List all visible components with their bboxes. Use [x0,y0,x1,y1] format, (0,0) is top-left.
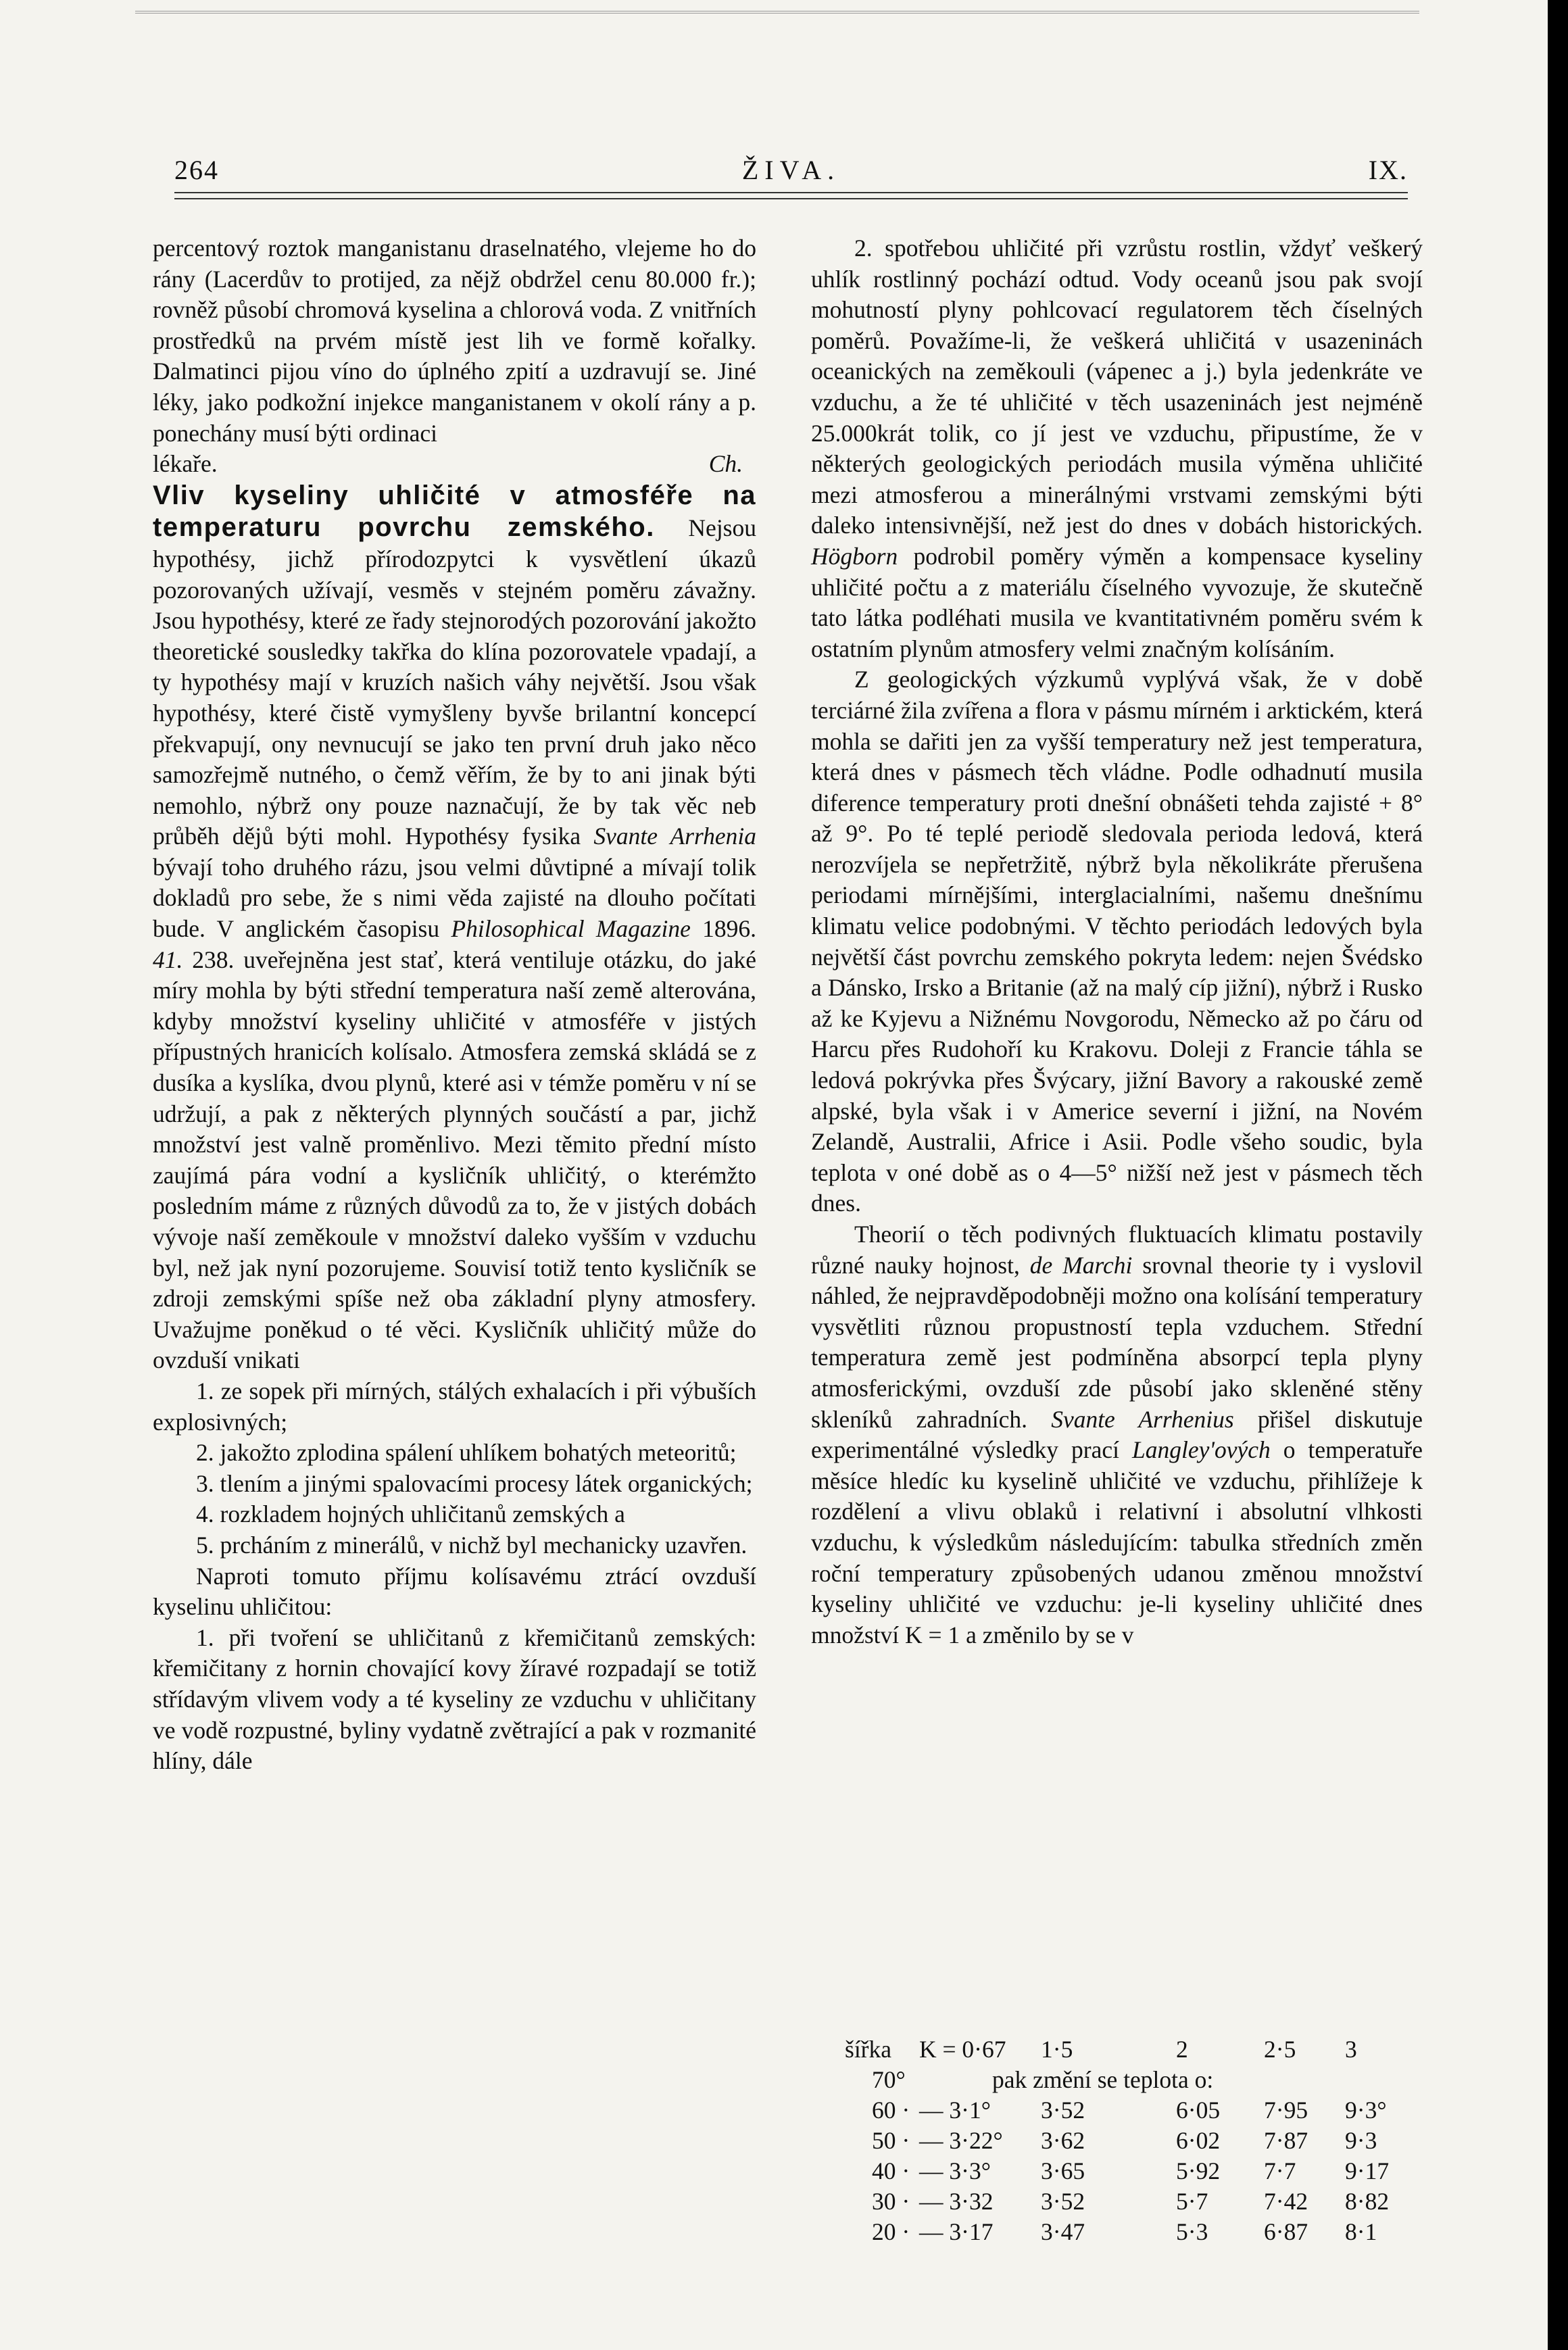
list-item: 5. prcháním z minerálů, v nichž byl mechanicky uzavřen. [196,1531,748,1559]
table-cell: 5·3 [1176,2218,1208,2245]
theory-paragraph: Theorií o těch podivných fluktuacích klimatu postavily různé nauky hojnost, de Marchi srovnal theorie ty i vyslovil náhled, že nejpravděpodobněji možno ona kolísání temperatury vysvětliti různou propustností tepla vzduchem. Střední temperatura země jest podmíněna absorpcí tepla plyny atmosferickými, ovzduší zde působí jako skleněné stěny skleníků zahradních. Svante Arrhenius přišel diskutuje experimentálné výsledky prací Langley'ových o temperatuře měsíce hledíc ku kyselině uhličité ve vzduchu, přihlížeje k rozdělení a vlivu oblaků i relativní i absolutní vlhkosti vzduchu, k výsledkům následujícím: tabulka středních změn roční temperatury způsobených udanou změnou množství kyseliny uhličité ve vzduchu: je-li kyseliny uhličité dnes množství K = 1 a změnilo by se v [811,1221,1423,1648]
table-header-row [845,2034,1419,2065]
top-rule [135,11,1419,14]
sources-list [153,1376,756,1561]
table-cell: — 3·32 [919,2188,994,2215]
loss-item-1: 1. při tvoření se uhličitanů z křemičitanů zemských: křemičitany z hornin chovající kovy žíravé rozpadají se totiž střídavým vlivem vody a té kyseliny ze vzduchu v uhličitany ve vodě rozpustné, byliny vydatně zvětrající a pak v rozmanité hlíny, dále [153,1623,756,1775]
table-cell: 9·3 [1345,2127,1377,2154]
table-cell: K = 0·67 [919,2036,1006,2063]
journal-title: ŽIVA. [741,155,841,185]
table-cell: šířka [845,2036,892,2063]
author-reference: Langley'ových [1131,1436,1271,1464]
geology-paragraph: Z geologických výzkumů vyplývá však, že v době terciárné žila zvířena a flora v pásmu mírném i arktickém, která mohla se dařiti jen za vyšší temperatury než jest temperatura, která dnes v pásmech těch vládne. Podle odhadnutí musila diference temperatury proti dnešní obnášeti tehda zajisté + 8° až 9°. Po té teplé periodě sledovala perioda ledová, která nerozvíjela se nepřetržitě, nýbrž byla několikráte přerušena periodami mírnějšími, interglacialními, našemu dnešnímu klimatu velice podobnými. V těchto periodách ledových byla největší část povrchu zemského pokryta ledem: nejen Švédsko a Dánsko, Irsko a Britanie (až na malý cíp jižní), nýbrž i Rusko až ke Kyjevu a Nižnému Novgorodu, Německo až po čáru od Harcu přes Rudohoří ku Krakovu. Doleji z Francie táhla se ledová pokrývka přes Švýcary, jižní Bavory a rakouské země alpské, byla však i v Americe severní i jižní, na Novém Zelandě, Australii, Africe i Asii. Podle všeho soudic, byla teplota v oné době as o 4—5° nižší než jest v pásmech těch dnes. [811,666,1423,1217]
running-header [174,154,1408,192]
table-cell: — 3·17 [919,2218,994,2245]
table-cell: 8·1 [1345,2218,1377,2245]
list-item: 2. jakožto zplodina spálení uhlíkem bohatých meteoritů; [196,1439,737,1467]
author-reference: Svante Arrhenius [1051,1405,1234,1433]
table-cell: 3·65 [1041,2157,1085,2184]
table-cell: 30 · [872,2188,910,2215]
table-cell: 8·82 [1345,2188,1390,2215]
table-cell: 3·47 [1041,2218,1085,2245]
article-opening: Vliv kyseliny uhličité v atmosféře na temperaturu povrchu zemského. Nejsou hypothésy, jichž přírodozpytci k vysvětlení úkazů pozorovaných užívají, vesměs v stejném poměru závažny. Jsou hypothésy, které ze řady stejnorodých pozorování jakožto theoretické sousledky takřka do klína pozorovatele vpadají, a ty hypothésy mají v kruzích našich váhy největší. Jsou však hypothésy, které čistě vymyšleny byvše brilantní koncepcí překvapují, ony nevnucují se jako ten první druh jako něco samozřejmě nutného, o čemž věřím, že by to ani jinak býti nemohlo, nýbrž ony pouze naznačují, že by tak věc neb průběh dějů býti mohl. Hypothésy fysika Svante Arrhenia bývají toho druhého rázu, jsou velmi důvtipné a mívají tolik dokladů pro sebe, že s nimi věda zajisté na dlouho počítati bude. V anglickém časopisu Philosophical Magazine 1896. 41. 238. uveřejněna jest stať, která ventiluje otázku, do jaké míry mohla by býti střední temperatura naší země alterována, kdyby množství kyseliny uhličité v atmosféře v jistých přípustných hranicích kolísalo. Atmosfera zemská skládá se z dusíka a kyslíka, dvou plynů, které asi v témže poměru v ní se udržují, a pak z některých plynných součástí a par, jichž množství jest valně proměnlivo. Mezi těmito přední místo zaujímá pára vodní a kysličník uhličitý, o kterémžto posledním máme z různých důvodů za to, že v jistých dobách vývoje naší zeměkoule v množství daleko vyšším v vzduchu byl, než jak nyní pozorujeme. Souvisí totiž tento kysličník se zdroji zemskými spíše než oba základní plyny atmosfery. Uvažujme poněkud o té věci. Kysličník uhličitý může do ovzduší vnikati [153,480,757,1374]
author-reference: de Marchi [1029,1251,1133,1279]
table-row [845,2095,1419,2126]
left-column [153,233,756,1777]
header-rule [174,192,1408,199]
table-cell: 1·5 [1041,2036,1073,2063]
volume-number: IX. [1368,155,1408,185]
table-cell: 3·62 [1041,2127,1085,2154]
loss-item-2: 2. spotřebou uhličité při vzrůstu rostlin, vždyť veškerý uhlík rostlinný pochází odtud. Vody oceanů jsou pak svojí mohutností plyny pohlcovací regulatorem těch číselných poměrů. Považíme-li, že veškerá uhličitá v usazeninách oceanických na zeměkouli (vápenec a j.) byla jedenkráte ve vzduchu, a že té uhličité v těch usazeninách jest nejméně 25.000krát tolik, co jí jest ve vzduchu, připustíme, že v některých geologických periodách musila výměna uhličité mezi atmosferou a minerálnými vrstvami zemskými býti daleko intensivnější, než jest do dnes v dobách historických. Högborn podrobil poměry výměn a kompensace kyseliny uhličité počtu a z materiálu číselného vyvozuje, že skutečně tato látka podléhati musila ve kvantitativném poměru svém k ostatním plynům atmosfery velmi značným kolísáním. [811,235,1423,662]
table-cell: 5·7 [1176,2188,1208,2215]
list-item: 1. ze sopek při mírných, stálých exhalacích i při výbuších explosivných; [153,1377,756,1436]
right-column [811,233,1423,1650]
table-cell: 6·02 [1176,2127,1221,2154]
table-cell: 3 [1345,2036,1357,2063]
table-row [845,2217,1419,2247]
table-cell: 7·7 [1264,2157,1296,2184]
table-cell: — 3·1° [919,2097,991,2124]
table-cell: 70° [872,2066,906,2093]
table-cell: 7·42 [1264,2188,1308,2215]
table-cell: 6·05 [1176,2097,1221,2124]
table-cell: 40 · [872,2157,910,2184]
table-cell: 5·92 [1176,2157,1221,2184]
continued-paragraph: percentový roztok manganistanu draselnatého, vlejeme ho do rány (Lacerdův to protijed, za nějž obdržel cenu 80.000 fr.); rovněž působí chromová kyselina a chlorová voda. Z vnitřních prostředků na prvém místě jest lih ve formě kořalky. Dalmatinci pijou víno do úplného zpití a uzdravují se. Jiné léky, jako podkožní injekce manganistanem v okolí rány a p. ponechány musí býti ordinaci [153,235,756,447]
author-reference: Högborn [811,542,898,570]
table-row [845,2126,1419,2156]
table-cell: 60 · [872,2097,910,2124]
table-cell: — 3·22° [919,2127,1003,2154]
table-cell: 50 · [872,2127,910,2154]
list-item: 3. tlením a jinými spalovacími procesy látek organických; [196,1469,753,1497]
table-cell: 20 · [872,2218,910,2245]
magazine-name: Philosophical Magazine [451,915,691,943]
table-cell: 7·95 [1264,2097,1308,2124]
table-row [845,2186,1419,2217]
table-cell: 9·17 [1345,2157,1390,2184]
continued-last-line: lékaře. [153,450,218,478]
table-cell: 2 [1176,2036,1188,2063]
page-number: 264 [174,155,219,185]
table-cell: 7·87 [1264,2127,1308,2154]
table-subheader: pak změní se teplota o: [992,2066,1214,2093]
table-row [845,2065,1419,2095]
table-cell: 9·3° [1345,2097,1387,2124]
table-row [845,2156,1419,2186]
list-item: 4. rozkladem hojných uhličitanů zemských a [196,1500,625,1528]
article-title: Vliv kyseliny uhličité v atmosféře na temperaturu povrchu zemského. [153,480,756,543]
table-cell: 6·87 [1264,2218,1308,2245]
table-cell: 2·5 [1264,2036,1296,2063]
temperature-table [845,2034,1419,2247]
table-cell: — 3·3° [919,2157,991,2184]
author-signature: Ch. [708,450,743,478]
loss-intro: Naproti tomuto příjmu kolísavému ztrácí ovzduší kyselinu uhličitou: [153,1562,756,1621]
author-reference: Svante Arrhenia [593,823,757,850]
table-cell: 3·52 [1041,2188,1085,2215]
table-cell: 3·52 [1041,2097,1085,2124]
